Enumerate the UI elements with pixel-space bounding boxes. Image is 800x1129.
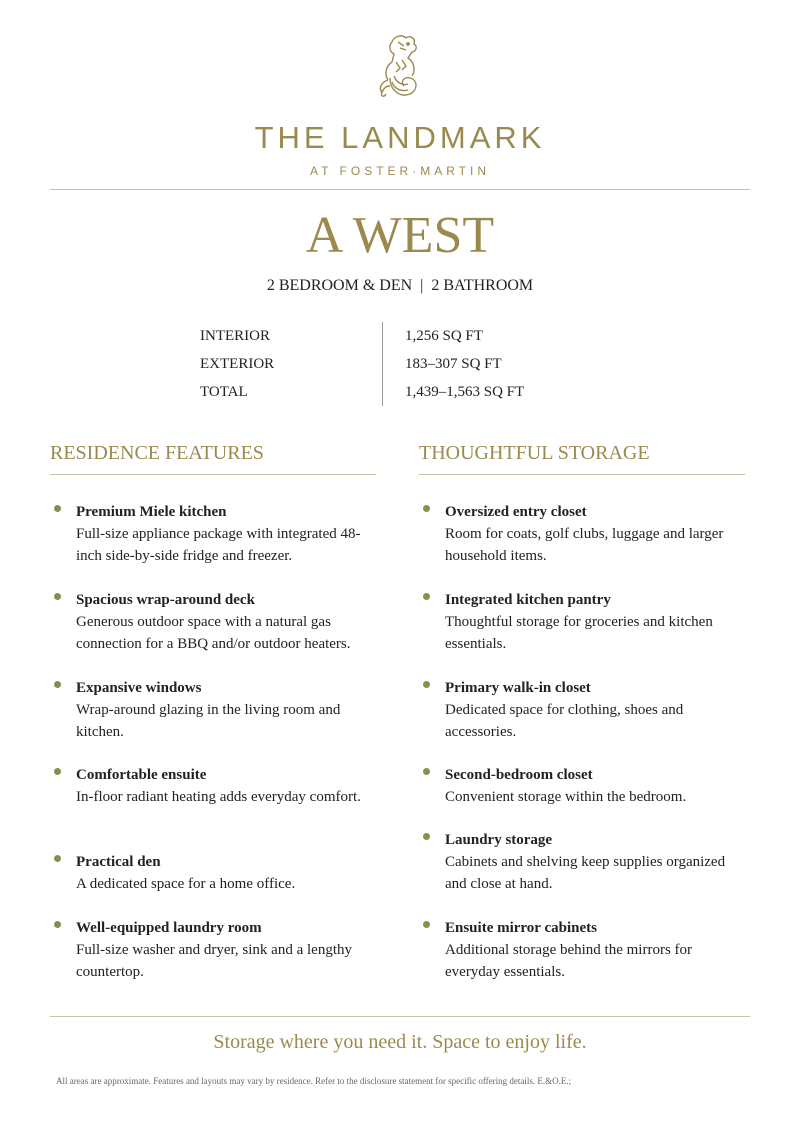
bullet-icon (54, 681, 61, 688)
area-label: INTERIOR (200, 328, 270, 344)
unit-name: A WEST (305, 207, 495, 264)
bullet-icon (423, 681, 430, 688)
area-row-total (200, 378, 600, 406)
item-description: Full-size appliance package with integrated 48-inch side-by-side fridge and freezer. (76, 526, 361, 564)
item-title: Premium Miele kitchen (76, 504, 227, 520)
bullet-icon (54, 921, 61, 928)
item-title: Ensuite mirror cabinets (445, 920, 597, 936)
brand-subtitle: AT FOSTER·MARTIN (309, 164, 490, 178)
bed-bath-summary: 2 BEDROOM & DEN | 2 BATHROOM (266, 277, 534, 294)
item-title: Expansive windows (76, 680, 202, 696)
item-description: Wrap-around glazing in the living room and kitchen. (76, 702, 341, 740)
disclaimer: All areas are approximate. Features and layouts may vary by residence. Refer to the disclosure statement for specific offering details. E.&O.E.; (56, 1076, 572, 1086)
section-title: RESIDENCE FEATURES (50, 438, 376, 475)
footer-divider (50, 1016, 750, 1017)
item-description: Generous outdoor space with a natural gas connection for a BBQ and/or outdoor heaters. (76, 614, 351, 652)
item-description: Cabinets and shelving keep supplies organized and close at hand. (445, 854, 726, 892)
bullet-icon (423, 921, 430, 928)
item-description: In-floor radiant heating adds everyday comfort. (76, 789, 361, 805)
item-title: Integrated kitchen pantry (445, 592, 611, 608)
bullet-icon (423, 833, 430, 840)
item-title: Laundry storage (445, 832, 553, 848)
item-title: Second-bedroom closet (445, 767, 593, 783)
area-label: EXTERIOR (200, 356, 275, 372)
thoughtful-storage-section (419, 438, 745, 980)
bullet-icon (423, 593, 430, 600)
area-label: TOTAL (200, 384, 248, 400)
item-description: Room for coats, golf clubs, luggage and larger household items. (445, 526, 724, 564)
bullet-icon (54, 768, 61, 775)
header-divider (50, 189, 750, 190)
item-title: Practical den (76, 854, 161, 870)
area-row-interior (200, 322, 600, 350)
bullet-icon (54, 505, 61, 512)
residence-features-section (50, 438, 376, 980)
area-value: 183–307 SQ FT (405, 356, 502, 372)
bullet-icon (423, 505, 430, 512)
item-title: Comfortable ensuite (76, 767, 207, 783)
tagline: Storage where you need it. Space to enjoy life. (213, 1031, 587, 1053)
section-title: THOUGHTFUL STORAGE (419, 438, 745, 475)
area-value: 1,439–1,563 SQ FT (405, 384, 525, 400)
bullet-icon (54, 855, 61, 862)
item-description: A dedicated space for a home office. (76, 876, 296, 892)
item-description: Full-size washer and dryer, sink and a lengthy countertop. (76, 942, 352, 980)
area-table (200, 322, 600, 408)
bullet-icon (423, 768, 430, 775)
item-description: Dedicated space for clothing, shoes and accessories. (445, 702, 684, 740)
area-value: 1,256 SQ FT (405, 328, 483, 344)
area-row-exterior (200, 350, 600, 378)
bullet-icon (54, 593, 61, 600)
item-title: Primary walk-in closet (445, 680, 591, 696)
item-title: Spacious wrap-around deck (76, 592, 255, 608)
lion-seahorse-crest-icon (370, 32, 430, 108)
item-title: Well-equipped laundry room (76, 920, 262, 936)
item-description: Convenient storage within the bedroom. (445, 789, 687, 805)
item-description: Additional storage behind the mirrors for everyday essentials. (445, 942, 693, 980)
item-title: Oversized entry closet (445, 504, 587, 520)
brand-name: THE LANDMARK (254, 120, 546, 155)
item-description: Thoughtful storage for groceries and kitchen essentials. (445, 614, 713, 652)
